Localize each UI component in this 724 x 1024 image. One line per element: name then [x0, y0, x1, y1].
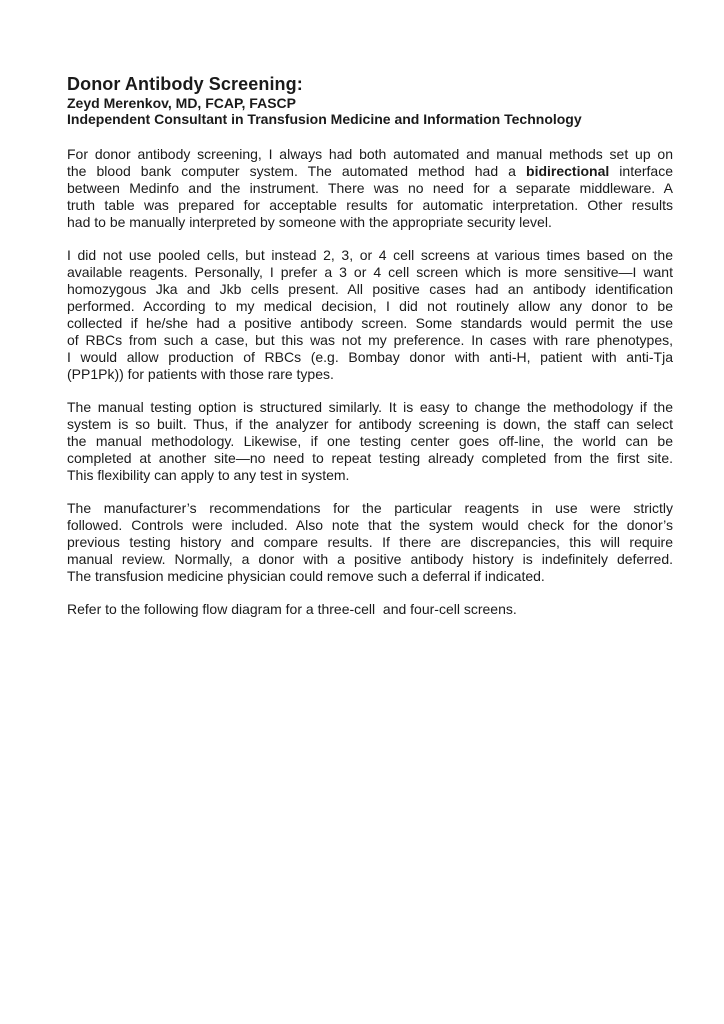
paragraph-line	[67, 500, 673, 517]
paragraph-line	[67, 450, 673, 467]
paragraph-line	[67, 416, 673, 433]
paragraph	[67, 146, 673, 231]
paragraph-line	[67, 601, 673, 618]
paragraph-line	[67, 433, 673, 450]
paragraph-line	[67, 366, 673, 383]
paragraph-line	[67, 214, 673, 231]
paragraph-line	[67, 551, 673, 568]
paragraph-line	[67, 163, 673, 180]
paragraph-line	[67, 332, 673, 349]
paragraph-line	[67, 349, 673, 366]
text-run: The manual testing option is structured similarly. It is easy to change the methodology if the	[67, 399, 673, 415]
paragraph	[67, 601, 673, 618]
document-body	[67, 146, 673, 618]
paragraph-line	[67, 146, 673, 163]
paragraph-line	[67, 180, 673, 197]
text-run: previous testing history and compare results. If there are discrepancies, this will require	[67, 534, 673, 550]
text-run: performed. According to my medical decision, I did not routinely allow any donor to be	[67, 298, 673, 314]
text-run: The transfusion medicine physician could remove such a deferral if indicated.	[67, 568, 545, 584]
paragraph-line	[67, 467, 673, 484]
paragraph-line	[67, 247, 673, 264]
text-run: completed at another site—no need to repeat testing already completed from the first site.	[67, 450, 673, 466]
text-run: collected if he/she had a positive antibody screen. Some standards would permit the use	[67, 315, 673, 331]
paragraph-line	[67, 517, 673, 534]
text-run: The manufacturer’s recommendations for the particular reagents in use were strictly	[67, 500, 673, 516]
text-run: manual review. Normally, a donor with a positive antibody history is indefinitely deferred.	[67, 551, 673, 567]
text-run: between Medinfo and the instrument. There was no need for a separate middleware. A	[67, 180, 673, 196]
paragraph-line	[67, 281, 673, 298]
paragraph-line	[67, 399, 673, 416]
paragraph	[67, 247, 673, 383]
text-run: interface	[609, 163, 673, 179]
paragraph-line	[67, 197, 673, 214]
paragraph	[67, 500, 673, 585]
text-run: This flexibility can apply to any test in system.	[67, 467, 350, 483]
text-run: I did not use pooled cells, but instead 2, 3, or 4 cell screens at various times based on the	[67, 247, 673, 263]
text-run: homozygous Jka and Jkb cells present. All positive cases had an antibody identification	[67, 281, 673, 297]
text-run: I would allow production of RBCs (e.g. Bombay donor with anti-H, patient with anti-Tja	[67, 349, 673, 365]
text-run: the blood bank computer system. The automated method had a	[67, 163, 527, 179]
affiliation-line: Independent Consultant in Transfusion Medicine and Information Technology	[67, 111, 582, 127]
text-run: (PP1Pk)) for patients with those rare types.	[67, 366, 334, 382]
text-run: available reagents. Personally, I prefer a 3 or 4 cell screen which is more sensitive—I want	[67, 264, 673, 280]
text-run: the manual methodology. Likewise, if one testing center goes off-line, the world can be	[67, 433, 673, 449]
text-run: of RBCs from such a case, but this was not my preference. In cases with rare phenotypes,	[67, 332, 673, 348]
paragraph-line	[67, 315, 673, 332]
text-run: Refer to the following flow diagram for a three-cell and four-cell screens.	[67, 601, 517, 617]
paragraph-line	[67, 264, 673, 281]
text-run: For donor antibody screening, I always had both automated and manual methods set up on	[67, 146, 673, 162]
paragraph-line	[67, 298, 673, 315]
document-title: Donor Antibody Screening:	[67, 74, 303, 94]
text-run: followed. Controls were included. Also note that the system would check for the donor’s	[67, 517, 673, 533]
document-header	[67, 74, 673, 127]
paragraph-line	[67, 568, 673, 585]
text-run: truth table was prepared for acceptable results for automatic interpretation. Other results	[67, 197, 673, 213]
text-run: system is so built. Thus, if the analyzer for antibody screening is down, the staff can select	[67, 416, 673, 432]
author-line: Zeyd Merenkov, MD, FCAP, FASCP	[67, 95, 296, 111]
paragraph-line	[67, 534, 673, 551]
text-run: had to be manually interpreted by someone with the appropriate security level.	[67, 214, 552, 230]
paragraph	[67, 399, 673, 484]
bold-text: bidirectional	[526, 163, 610, 179]
document-content	[67, 74, 673, 618]
